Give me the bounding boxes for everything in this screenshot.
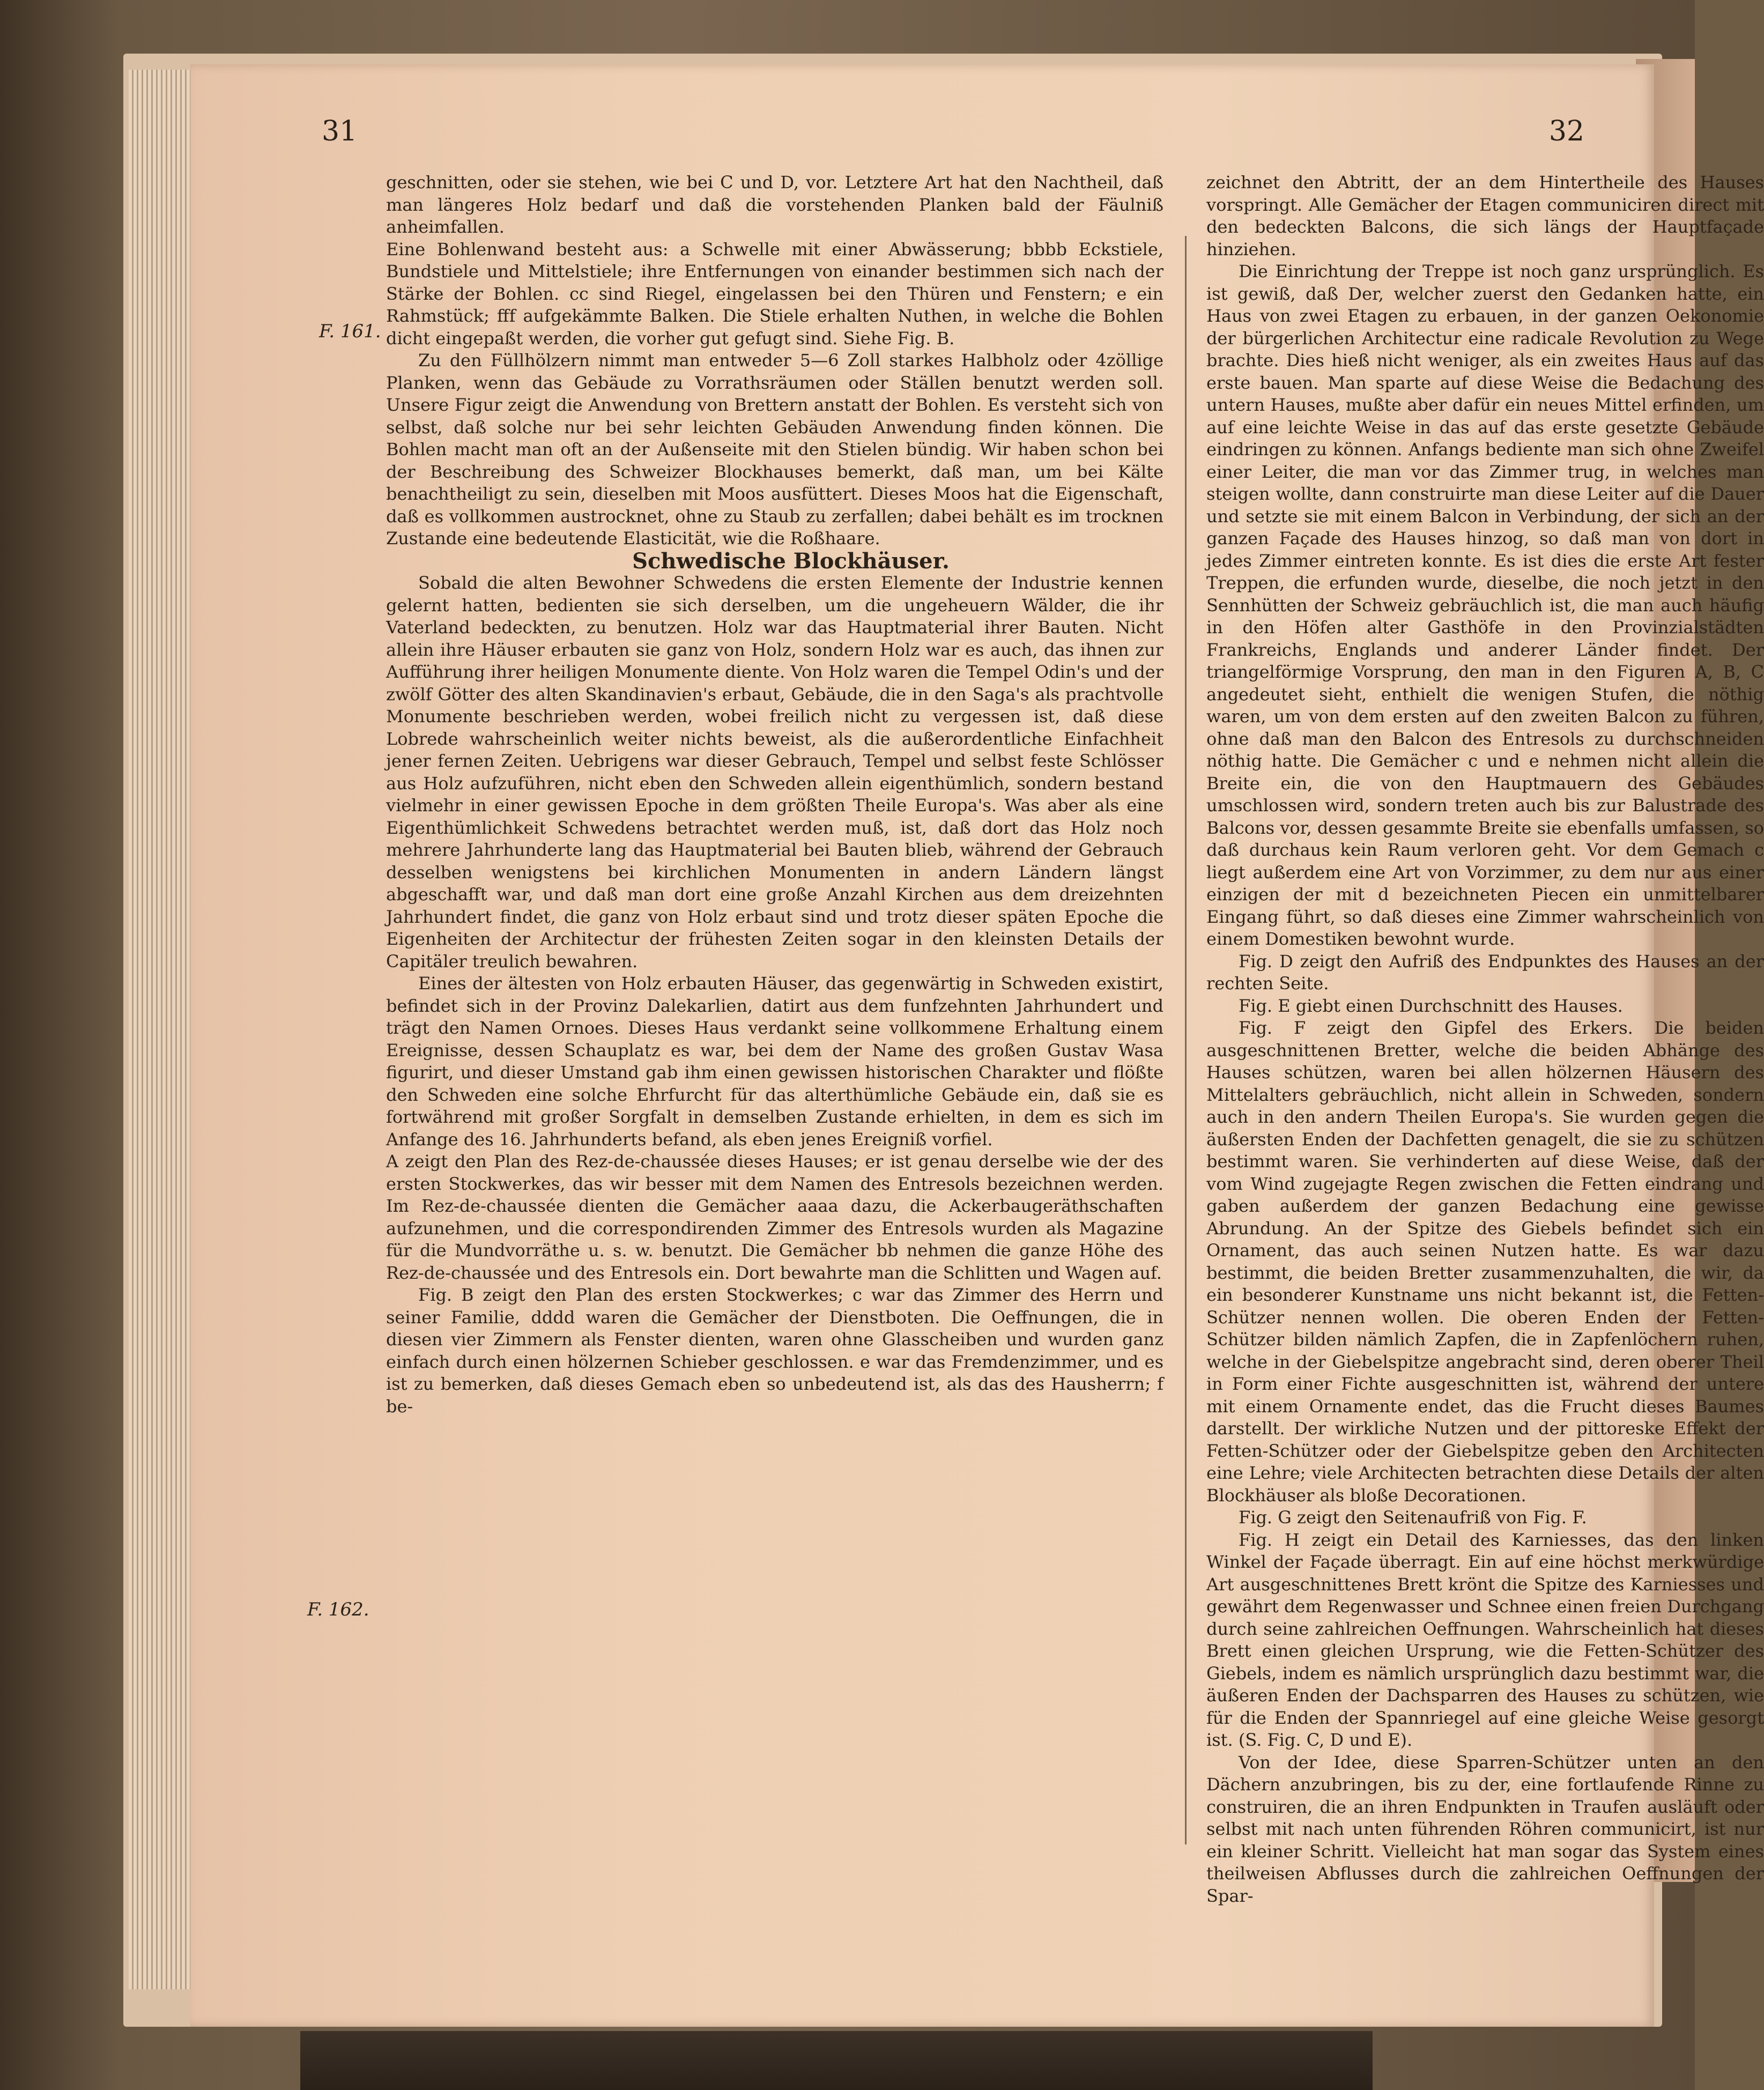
margin-note-f161: F. 161. [319,321,381,342]
paragraph: Sobald die alten Bewohner Schwedens die ersten Elemente der Industrie kennen gelernt hatten, bedienten sie sich derselben, um die ungeheuern Wälder, die ihr Vaterland bedeckten, zu benutzen. Holz war das Hauptmaterial ihrer Bauten. Nicht allein ihre Häuser erbauten sie ganz von Holz, sondern Holz war es auch, das ihnen zur Aufführung ihrer heiligen Monumente diente. Von Holz waren die Tempel Odin's und der zwölf Götter des alten Skandinavien's erbaut, Gebäude, die in den Saga's als prachtvolle Monumente beschrieben werden, wobei freilich nicht zu vergessen ist, daß diese Lobrede wahrscheinlich weiter nichts beweist, als die außerordentliche Einfachheit jener fernen Zeiten. Uebrigens war dieser Gebrauch, Tempel und selbst feste Schlösser aus Holz aufzuführen, nicht eben den Schweden allein eigenthümlich, sondern bestand vielmehr in einer gewissen Epoche in dem größten Theile Europa's. Was aber als eine Eigenthümlichkeit Schwedens betrachtet werden muß, ist, daß dort das Holz noch mehrere Jahrhunderte lang das Hauptmaterial bei Bauten blieb, während der Gebrauch desselben wenigstens bei kirchlichen Monumenten in andern Ländern längst abgeschafft war, und daß man dort eine große Anzahl Kirchen aus dem dreizehnten Jahrhundert findet, die ganz von Holz erbaut sind und trotz dieser späten Epoche die Eigenheiten der Architectur der frühesten Zeiten sogar in den kleinsten Details der Capitäler treulich bewahren. [386,573,1163,972]
page-number-left: 31 [322,115,358,147]
paragraph: A zeigt den Plan des Rez-de-chaussée dieses Hauses; er ist genau derselbe wie der des ersten Stockwerkes, das wir besser mit dem Namen des Entresols bezeichnen werden. Im Rez-de-chaussée dienten die Gemächer aaaa dazu, die Ackerbaugeräthschaften aufzunehmen, und die correspondirenden Zimmer des Entresols wurden als Magazine für die Mundvorräthe u. s. w. benutzt. Die Gemächer bb nehmen die ganze Höhe des Rez-de-chaussée und des Entresols ein. Dort bewahrte man die Schlitten und Wagen auf. [386,1151,1163,1283]
paragraph: Fig. D zeigt den Aufriß des Endpunktes des Hauses an der rechten Seite. [1206,951,1764,994]
paragraph: Die Einrichtung der Treppe ist noch ganz ursprünglich. Es ist gewiß, daß Der, welcher zuerst den Gedanken hatte, ein Haus von zwei Etagen zu erbauen, in der ganzen Oekonomie der bürgerlichen Architectur eine radicale Revolution zu Wege brachte. Dies hieß nicht weniger, als ein zweites Haus auf das erste bauen. Man sparte auf diese Weise die Bedachung des untern Hauses, mußte aber dafür ein neues Mittel erfinden, um auf eine leichte Weise in das auf das erste gesetzte Gebäude eindringen zu können. Anfangs bediente man sich ohne Zweifel einer Leiter, die man vor das Zimmer trug, in welches man steigen wollte, dann construirte man diese Leiter auf die Dauer und setzte sie mit einem Balcon in Verbindung, der sich an der ganzen Façade des Hauses hinzog, so daß man von dort in jedes Zimmer eintreten konnte. Es ist dies die erste Art fester Treppen, die erfunden wurde, dieselbe, die noch jetzt in den Sennhütten der Schweiz gebräuchlich ist, die man auch häufig in den Höfen alter Gasthöfe in den Provinzialstädten Frankreichs, Englands und anderer Länder findet. Der triangelförmige Vorsprung, den man in den Figuren A, B, C angedeutet sieht, enthielt die wenigen Stufen, die nöthig waren, um von dem ersten auf den zweiten Balcon zu führen, ohne daß man den Balcon des Entresols zu durchschneiden nöthig hatte. Die Gemächer c und e nehmen nicht allein die Breite ein, die von den Hauptmauern des Gebäudes umschlossen wird, sondern treten auch bis zur Balustrade des Balcons vor, dessen gesammte Breite sie ebenfalls umfassen, so daß durchaus kein Raum verloren geht. Vor dem Gemach c liegt außerdem eine Art von Vorzimmer, zu dem nur aus einer einzigen der mit d bezeichneten Piecen ein unmittelbarer Eingang führt, so daß dieses eine Zimmer wahrscheinlich von einem Domestiken bewohnt wurde. [1206,261,1764,949]
paragraph: Zu den Füllhölzern nimmt man entweder 5—6 Zoll starkes Halbholz oder 4zöllige Planken, wenn das Gebäude zu Vorrathsräumen oder Ställen benutzt werden soll. Unsere Figur zeigt die Anwendung von Brettern anstatt der Bohlen. Es versteht sich von selbst, daß solche nur bei sehr leichten Gebäuden Anwendung finden können. Die Bohlen macht man oft an der Außenseite mit den Stielen bündig. Wir haben schon bei der Beschreibung des Schweizer Blockhauses bemerkt, daß man, um bei Kälte benachtheiligt zu sein, dieselben mit Moos ausfüttert. Dieses Moos hat die Eigenschaft, daß es vollkommen austrocknet, ohne zu Staub zu zerfallen; dabei behält es im trocknen Zustande eine bedeutende Elasticität, wie die Roßhaare. [386,350,1163,549]
bottom-binding-shadow [300,2031,1373,2090]
paragraph: Von der Idee, diese Sparren-Schützer unten an den Dächern anzubringen, bis zu der, eine fortlaufende Rinne zu construiren, die an ihren Endpunkten in Traufen ausläuft oder selbst mit nach unten führenden Röhren communicirt, ist nur ein kleiner Schritt. Vielleicht hat man sogar das System eines theilweisen Abflusses durch die zahlreichen Oeffnungen der Spar- [1206,1752,1764,1906]
column-divider [1185,236,1187,1844]
right-column [1206,172,1764,1907]
paragraph: Eines der ältesten von Holz erbauten Häuser, das gegenwärtig in Schweden existirt, befindet sich in der Provinz Dalekarlien, datirt aus dem funfzehnten Jahrhundert und trägt den Namen Ornoes. Dieses Haus verdankt seine vollkommene Erhaltung einem Ereignisse, dessen Schauplatz es war, bei dem der Name des großen Gustav Wasa figurirt, und dieser Umstand gab ihm einen gewissen historischen Charakter und flößte den Schweden eine solche Ehrfurcht für das alterthümliche Gebäude ein, daß sie es fortwährend mit großer Sorgfalt in demselben Zustande erhielten, in dem es sich im Anfange des 16. Jahrhunderts befand, als eben jenes Ereigniß vorfiel. [386,973,1163,1150]
paragraph: Fig. H zeigt ein Detail des Karniesses, das den linken Winkel der Façade überragt. Ein auf eine höchst merkwürdige Art ausgeschnittenes Brett krönt die Spitze des Karniesses und gewährt dem Regenwasser und Schnee einen freien Durchgang durch seine zahlreichen Oeffnungen. Wahrscheinlich hat dieses Brett einen gleichen Ursprung, wie die Fetten-Schützer des Giebels, indem es nämlich ursprünglich dazu bestimmt war, die äußeren Enden der Dachsparren des Hauses zu schützen, wie für die Enden der Spannriegel auf eine gleiche Weise gesorgt ist. (S. Fig. C, D und E). [1206,1529,1764,1750]
paragraph: Fig. B zeigt den Plan des ersten Stockwerkes; c war das Zimmer des Herrn und seiner Familie, dddd waren die Gemächer der Dienstboten. Die Oeffnungen, die in diesen vier Zimmern als Fenster dienten, waren ohne Glasscheiben und wurden ganz einfach durch einen hölzernen Schieber geschlossen. e war das Fremdenzimmer, und es ist zu bemerken, daß dieses Gemach eben so unbedeutend ist, als das des Hausherrn; f be- [386,1285,1163,1417]
book-page [190,64,1764,2027]
paragraph: geschnitten, oder sie stehen, wie bei C und D, vor. Letztere Art hat den Nachtheil, daß man längeres Holz bedarf und daß die vorstehenden Planken bald der Fäulniß anheimfallen. [386,172,1163,237]
paragraph: Fig. F zeigt den Gipfel des Erkers. Die beiden ausgeschnittenen Bretter, welche die beiden Abhänge des Hauses schützen, waren bei allen hölzernen Häusern des Mittelalters gebräuchlich, nicht allein in Schweden, sondern auch in den andern Theilen Europa's. Sie wurden gegen die äußersten Enden der Dachfetten genagelt, die sie zu schützen bestimmt waren. Sie verhinderten auf diese Weise, daß der vom Wind zugejagte Regen zwischen die Fetten eindrang und gaben außerdem der ganzen Bedachung eine gewisse Abrundung. An der Spitze des Giebels befindet sich ein Ornament, das auch seinen Nutzen hatte. Es war dazu bestimmt, die beiden Bretter zusammenzuhalten, die wir, da ein besonderer Kunstname uns nicht bekannt ist, die Fetten-Schützer nennen wollen. Die oberen Enden der Fetten-Schützer bilden nämlich Zapfen, die in Zapfenlöchern ruhen, welche in der Giebelspitze angebracht sind, deren oberer Theil in Form einer Fichte ausgeschnitten ist, während der untere mit einem Ornamente endet, das die Frucht dieses Baumes darstellt. Der wirkliche Nutzen und der pittoreske Effekt der Fetten-Schützer oder der Giebelspitze geben den Architecten eine Lehre; viele Architecten betrachten diese Details der alten Blockhäuser als bloße Decorationen. [1206,1018,1764,1506]
paragraph: Eine Bohlenwand besteht aus: a Schwelle mit einer Abwässerung; bbbb Eckstiele, Bundstiele und Mittelstiele; ihre Entfernungen von einander bestimmen sich nach der Stärke der Bohlen. cc sind Riegel, eingelassen bei den Thüren und Fenstern; e ein Rahmstück; fff aufgekämmte Balken. Die Stiele erhalten Nuthen, in welche die Bohlen dicht eingepaßt werden, die vorher gut gefugt sind. Siehe Fig. B. [386,239,1163,349]
paragraph: Fig. E giebt einen Durchschnitt des Hauses. [1239,995,1623,1016]
margin-note-f162: F. 162. [307,1599,369,1620]
paragraph: zeichnet den Abtritt, der an dem Hintertheile des Hauses vorspringt. Alle Gemächer der Etagen communiciren direct mit den bedeckten Balcons, die sich längs der Hauptfaçade hinziehen. [1206,172,1764,260]
page-stack-edge [129,70,193,1989]
section-heading: Schwedische Blockhäuser. [632,548,950,574]
page-number-right: 32 [1548,115,1584,147]
left-column [386,172,1163,1418]
paragraph: Fig. G zeigt den Seitenaufriß von Fig. F. [1239,1507,1587,1528]
